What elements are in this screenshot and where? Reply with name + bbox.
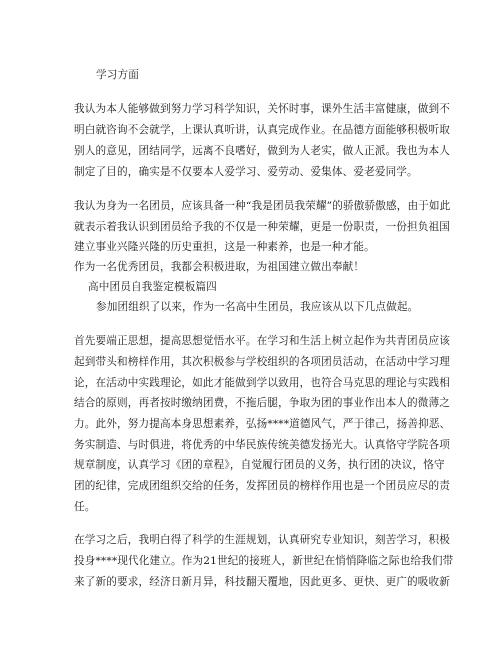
paragraph-line: 任。	[74, 501, 96, 513]
paragraph-line: 建立事业兴隆兴隆的历史重担，这是一种素养，也是一种才能。	[74, 241, 375, 253]
paragraph-line: 作为一名优秀团员，我都会积极进取，为祖国建立做出奉献！	[74, 261, 365, 273]
paragraph-line: 在学习之后，我明白得了科学的生涯规划，认真研究专业知识，刻苦学习，积极	[74, 534, 451, 546]
paragraph-line: 来了新的要求，经济日新月异，科技翻天覆地，因此更多、更快、更广的吸收新	[74, 576, 451, 588]
paragraph-line: 明白就咨询不会就学，上课认真听讲，认真完成作业。在品德方面能够积极听取	[74, 124, 451, 136]
paragraph-line: 我认为身为一名团员，应该具备一种“我是团员我荣耀”的骄傲骄傲感，由于如此	[74, 200, 451, 212]
document-title: 高中团员自我鉴定模板篇四	[88, 281, 217, 293]
paragraph-line: 团的纪律，完成团组织交给的任务，发挥团员的榜样作用也是一个团员应尽的责	[74, 480, 451, 492]
paragraph-line: 规章制度，认真学习《团的章程》，自觉履行团员的义务，执行团的决议，恪守	[74, 459, 445, 471]
paragraph-line: 别人的意见，团结同学，远离不良嗜好，做到为人老实，做人正派。我也为本人	[74, 145, 451, 157]
paragraph-line: 参加团组织了以来，作为一名高中生团员，我应该从以下几点做起。	[96, 301, 419, 313]
paragraph-line: 首先要端正思想，提高思想觉悟水平。在学习和生活上树立起作为共青团员应该	[74, 335, 451, 347]
paragraph-line: 起到带头和榜样作用，其次积极参与学校组织的各项团员活动，在活动中学习理	[74, 356, 451, 368]
paragraph-line: 就表示着我认识到团员给予我的不仅是一种荣耀，更是一份职责，一份担负祖国	[74, 221, 451, 233]
section-heading: 学习方面	[96, 69, 139, 81]
paragraph-line: 结合的原则，再者按时缴纳团费，不拖后腿，争取为团的事业作出本人的微薄之	[74, 397, 451, 409]
paragraph-line: 我认为本人能够做到努力学习科学知识，关怀时事，课外生活丰富健康，做到不	[74, 103, 451, 115]
paragraph-line: 投身****现代化建立。作为21世纪的接班人，新世纪在悄悄降临之际也给我们带	[74, 555, 454, 567]
paragraph-line: 制定了目的，确实是不仅要本人爱学习、爱劳动、爱集体、爱老爱同学。	[74, 166, 418, 178]
paragraph-line: 论，在活动中实践理论，如此才能做到学以致用，也符合马克思的理论与实践相	[74, 377, 451, 389]
paragraph-line: 务实制造、与时俱进，将优秀的中华民族传统美德发扬光大。认真恪守学院各项	[74, 439, 451, 451]
paragraph-line: 力。此外，努力提高本身思想素养，弘扬****道德风气，严于律己，扬善抑恶、	[74, 418, 451, 430]
